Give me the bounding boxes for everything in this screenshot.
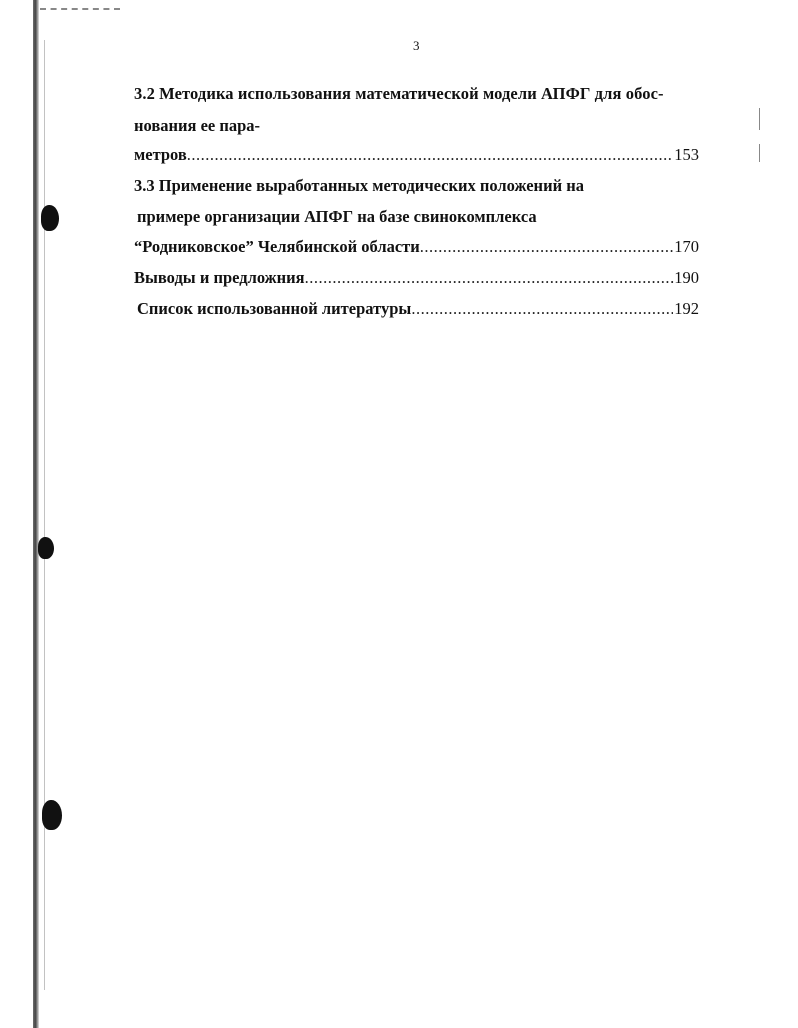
- binding-hole-mark: [41, 205, 59, 231]
- leader-dots: [305, 268, 670, 288]
- toc-entry-bibliography[interactable]: [137, 299, 699, 319]
- leader-dots: [420, 237, 673, 257]
- toc-3-3-line-1: 3.3 Применение выработанных методических положений на: [134, 176, 584, 195]
- toc-entry-3-3[interactable]: [134, 237, 699, 257]
- toc-3-2-line-2: нования ее пара-: [134, 116, 261, 135]
- scan-edge-artifact: [33, 0, 39, 1028]
- toc-entry-3-2[interactable]: [134, 145, 699, 165]
- scan-right-artifact: [759, 108, 760, 130]
- toc-3-3-line-2: примере организации АПФГ на базе свинокомплекса: [137, 207, 537, 226]
- scan-edge-line: [44, 40, 45, 990]
- toc-conclusions-page: .190: [670, 268, 699, 287]
- leader-dots: [187, 145, 673, 165]
- toc-3-2-page: 153: [674, 145, 699, 164]
- binding-hole-mark: [38, 537, 54, 559]
- scan-right-artifact: [759, 144, 760, 162]
- toc-conclusions-label: Выводы и предложния: [134, 268, 305, 287]
- toc-3-3-label: “Родниковское” Челябинской области: [134, 237, 420, 256]
- toc-3-3-page: 170: [674, 237, 699, 256]
- toc-entry-conclusions[interactable]: [134, 268, 699, 288]
- leader-dots: [411, 299, 673, 319]
- toc-3-2-label: метров: [134, 145, 187, 164]
- toc-bibliography-page: 192: [674, 299, 699, 318]
- page-number: 3: [413, 38, 420, 53]
- scan-top-artifact: [40, 8, 120, 12]
- binding-hole-mark: [42, 800, 62, 830]
- toc-bibliography-label: Список использованной литературы: [137, 299, 412, 318]
- toc-3-2-line-1: 3.2 Методика использования математической модели АПФГ для обос-: [134, 84, 664, 103]
